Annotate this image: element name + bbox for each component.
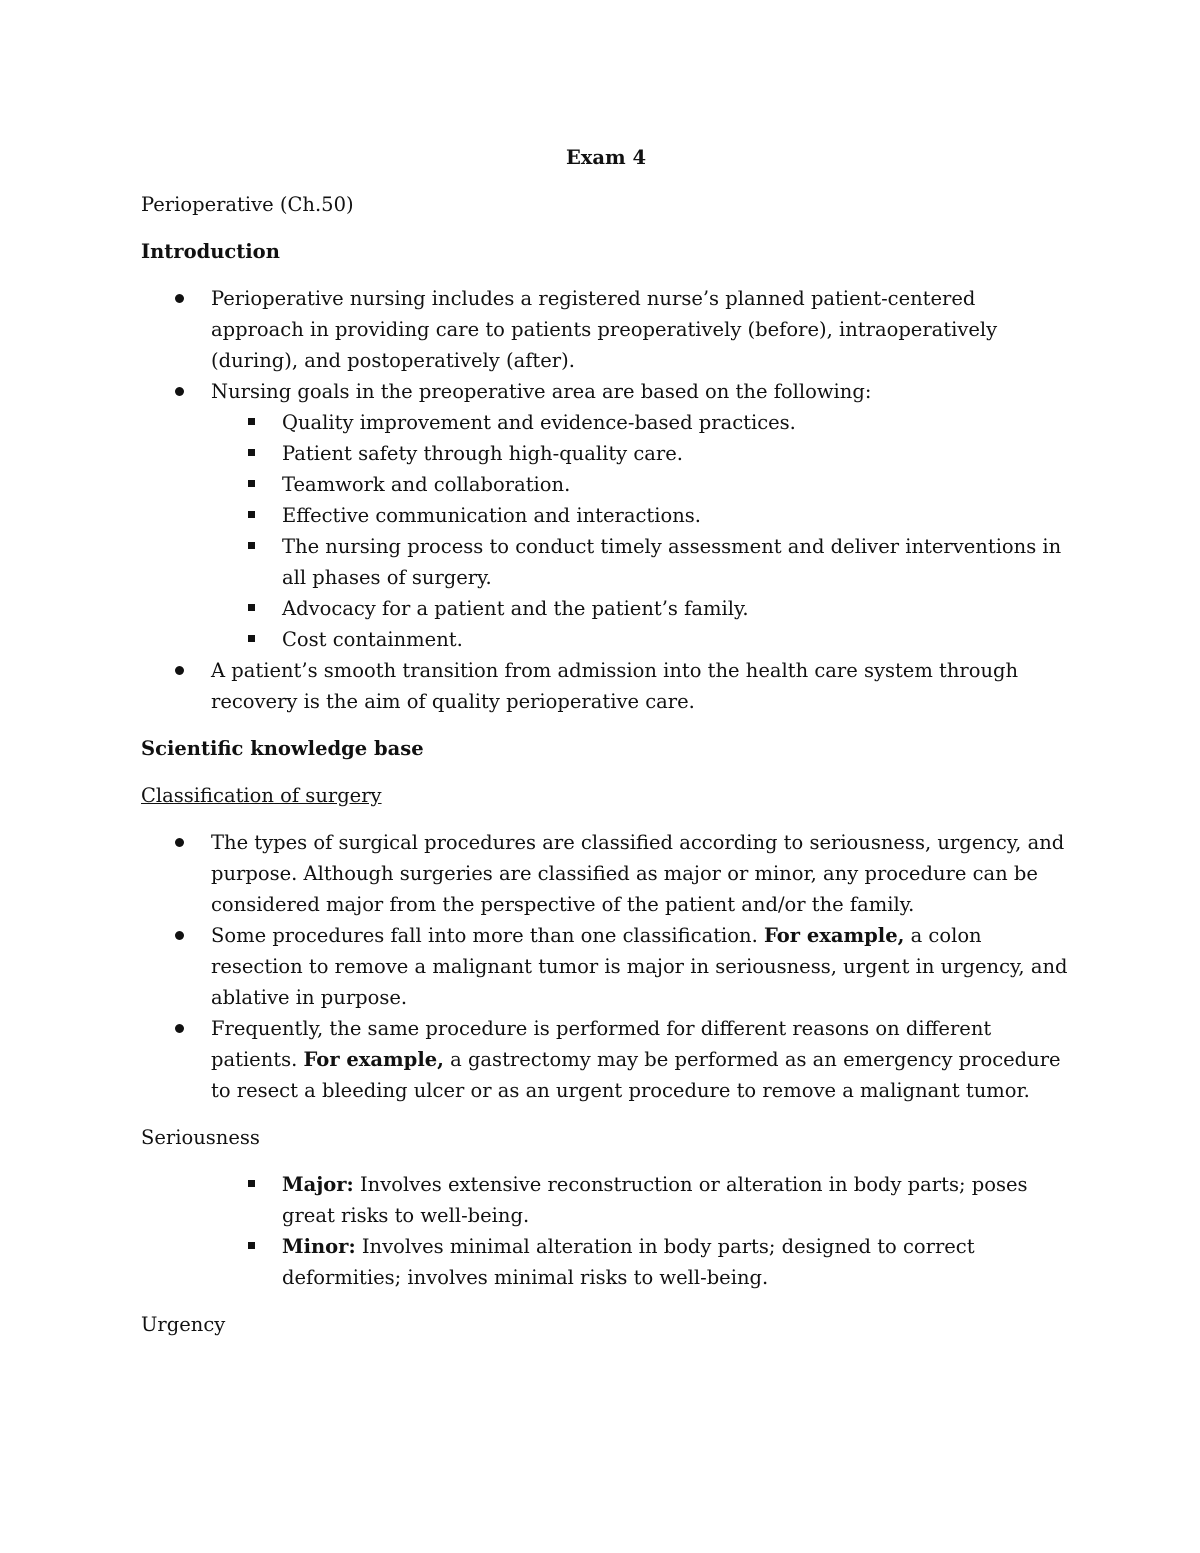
- scientific-knowledge-heading: Scientific knowledge base: [141, 737, 424, 760]
- document-title: Exam 4: [565, 146, 647, 169]
- list-subitem: Quality improvement and evidence-based practices.: [141, 407, 1071, 438]
- example-label: For example,: [303, 1048, 444, 1071]
- introduction-list: [141, 283, 1071, 717]
- introduction-heading: Introduction: [141, 240, 280, 263]
- list-item: The types of surgical procedures are classified according to seriousness, urgency, and purpose. Although surgeries are classified as major or minor, any procedure can be considered major from the perspective of the patient and/or the family.: [141, 827, 1071, 920]
- list-subitem: Teamwork and collaboration.: [141, 469, 1071, 500]
- list-subitem: Major: Involves extensive reconstruction or alteration in body parts; poses great risks to well-being.: [141, 1169, 1071, 1231]
- classification-list: [141, 827, 1071, 1106]
- list-subitem: Advocacy for a patient and the patient’s family.: [141, 593, 1071, 624]
- seriousness-heading: Seriousness: [141, 1126, 260, 1149]
- list-subitem: Patient safety through high-quality care.: [141, 438, 1071, 469]
- list-item: A patient’s smooth transition from admission into the health care system through recovery is the aim of quality perioperative care.: [141, 655, 1071, 717]
- example-label: For example,: [764, 924, 905, 947]
- chapter-subtitle: Perioperative (Ch.50): [141, 193, 354, 216]
- list-item: Frequently, the same procedure is performed for different reasons on different patients. For example, a gastrectomy may be performed as an emergency procedure to resect a bleeding ulcer or as an urgent procedure to remove a malignant tumor.: [141, 1013, 1071, 1106]
- document-content: [141, 142, 1071, 1340]
- list-subitem: Minor: Involves minimal alteration in body parts; designed to correct deformities; involves minimal risks to well-being.: [141, 1231, 1071, 1293]
- seriousness-list: [141, 1169, 1071, 1293]
- classification-subheading: Classification of surgery: [141, 784, 382, 807]
- list-item: Some procedures fall into more than one classification. For example, a colon resection to remove a malignant tumor is major in seriousness, urgent in urgency, and ablative in purpose.: [141, 920, 1071, 1013]
- list-subitem: Effective communication and interactions.: [141, 500, 1071, 531]
- urgency-heading: Urgency: [141, 1313, 226, 1336]
- minor-label: Minor:: [282, 1235, 356, 1258]
- major-label: Major:: [282, 1173, 354, 1196]
- list-item: Nursing goals in the preoperative area are based on the following:: [141, 376, 1071, 407]
- list-subitem: Cost containment.: [141, 624, 1071, 655]
- list-subitem: The nursing process to conduct timely assessment and deliver interventions in all phases of surgery.: [141, 531, 1071, 593]
- list-item: Perioperative nursing includes a registered nurse’s planned patient-centered approach in providing care to patients preoperatively (before), intraoperatively (during), and postoperatively (after).: [141, 283, 1071, 376]
